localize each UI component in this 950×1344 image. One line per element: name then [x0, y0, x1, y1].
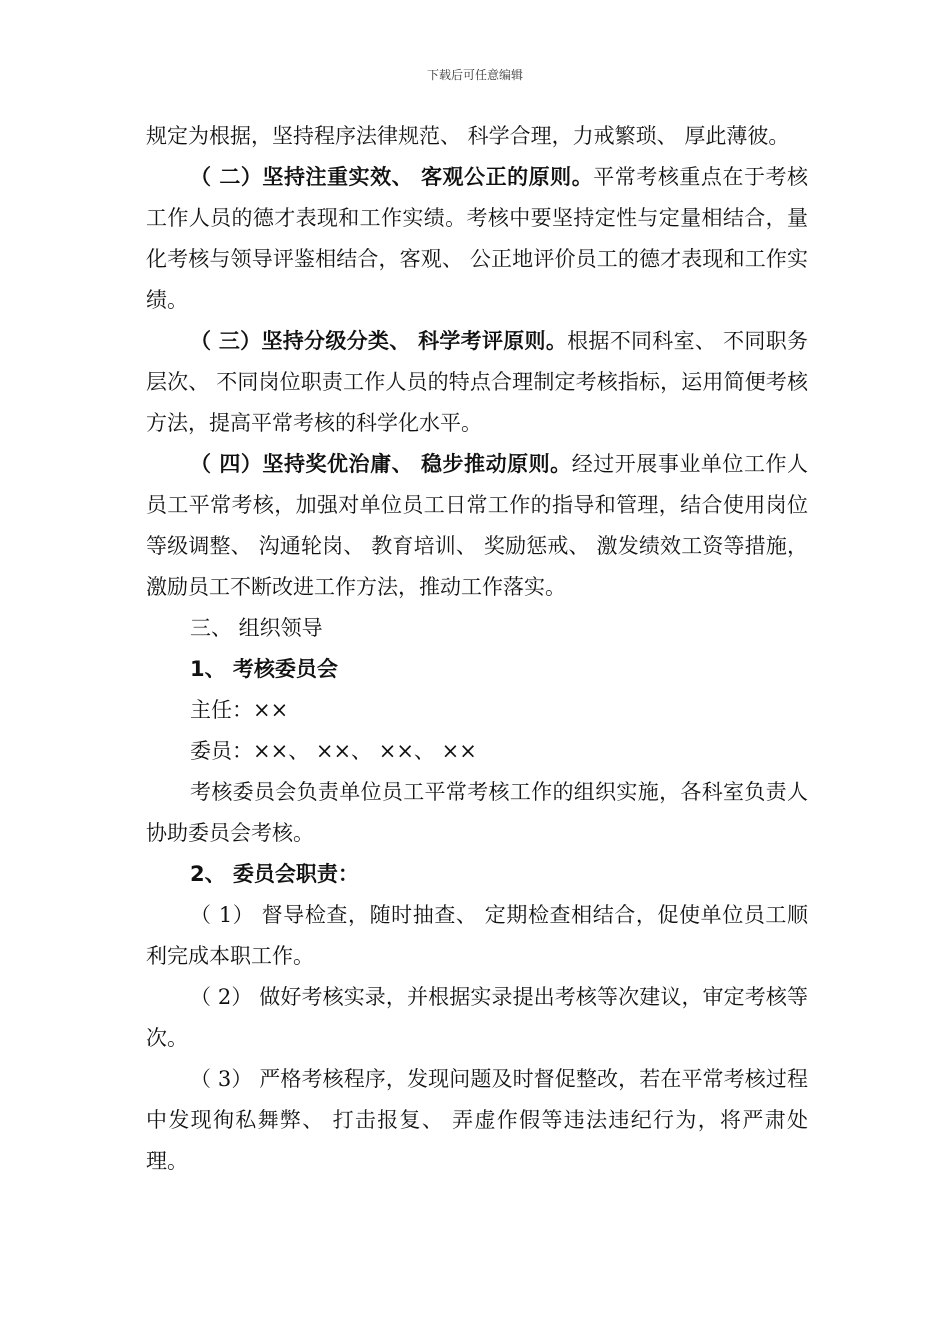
principle-3-text: 根据不同科室、 不同职务层次、 不同岗位职责工作人员的特点合理制定考核指标，运用简便考核方法，提高平常考核的科学化水平。 — [146, 329, 808, 435]
subheading-committee-duties: 2、 委员会职责： — [190, 862, 359, 886]
paragraph-rules-basis: 规定为根据，坚持程序法律规范、 科学合理，力戒繁琐、 厚此薄彼。 — [146, 124, 790, 148]
page-header: 下载后可任意编辑 — [426, 68, 523, 82]
duty-item-3: （ 3） 严格考核程序，发现问题及时督促整改，若在平常考核过程中发现徇私舞弊、 打击报复、 弄虚作假等违法违纪行为，将严肃处理。 — [146, 1067, 808, 1173]
committee-members: 委员：××、 ××、 ××、 ×× — [190, 739, 477, 763]
principle-3-heading: （ 三）坚持分级分类、 科学考评原则。 — [190, 329, 568, 353]
principle-4-heading: （ 四）坚持奖优治庸、 稳步推动原则。 — [190, 452, 572, 476]
paragraph-principle-3 — [146, 321, 808, 444]
committee-description: 考核委员会负责单位员工平常考核工作的组织实施，各科室负责人协助委员会考核。 — [146, 780, 808, 845]
document-body — [146, 116, 808, 1182]
paragraph-principle-2 — [146, 157, 808, 321]
paragraph-principle-4 — [146, 444, 808, 608]
duty-item-2: （ 2） 做好考核实录，并根据实录提出考核等次建议，审定考核等次。 — [146, 985, 808, 1050]
section-heading-organization: 三、 组织领导 — [190, 616, 323, 640]
principle-2-text: 平常考核重点在于考核工作人员的德才表现和工作实绩。考核中要坚持定性与定量相结合，量化考核与领导评鉴相结合，客观、 公正地评价员工的德才表现和工作实绩。 — [146, 165, 809, 312]
committee-director: 主任：×× — [190, 698, 289, 722]
principle-2-heading: （ 二）坚持注重实效、 客观公正的原则。 — [190, 165, 594, 189]
subheading-committee: 1、 考核委员会 — [190, 657, 338, 681]
duty-item-1: （ 1） 督导检查，随时抽查、 定期检查相结合，促使单位员工顺利完成本职工作。 — [146, 903, 808, 968]
principle-4-text: 经过开展事业单位工作人员工平常考核，加强对单位员工日常工作的指导和管理，结合使用岗位等级调整、 沟通轮岗、 教育培训、 奖励惩戒、 激发绩效工资等措施，激励员工不断改进工作方法，推动工作落实。 — [146, 452, 809, 599]
